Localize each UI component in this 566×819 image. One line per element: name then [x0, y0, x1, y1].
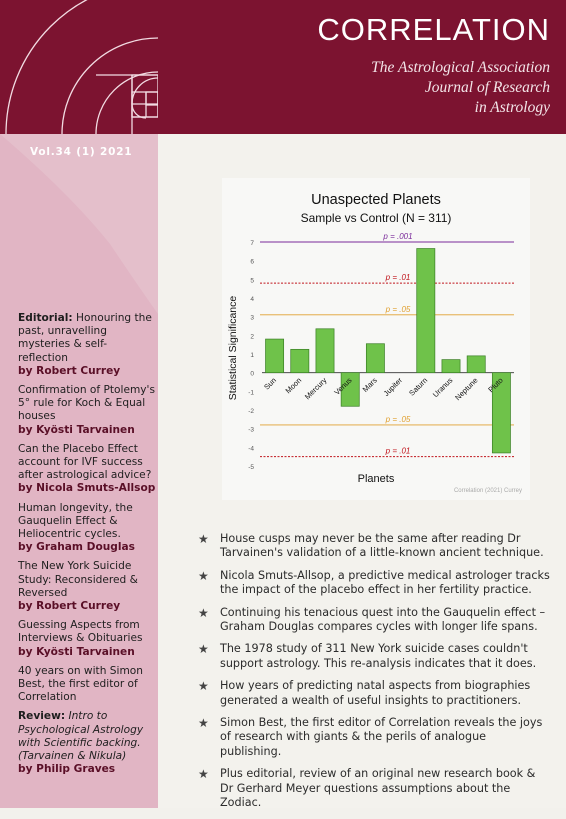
y-tick-label: 3: [250, 314, 254, 322]
x-tick-label: Neptune: [453, 375, 480, 403]
toc-title: Confirmation of Ptolemy's 5° rule for Koch & Equal houses: [18, 384, 155, 423]
toc-title: [18, 710, 156, 763]
y-tick-label: 4: [250, 296, 254, 303]
star-icon: ★: [198, 605, 209, 620]
toc-author: by Robert Currey: [18, 364, 121, 377]
threshold-label: p = .01: [385, 446, 411, 456]
bar: [316, 329, 334, 373]
bullet-item: [198, 716, 550, 759]
chart-x-label: Planets: [357, 473, 395, 485]
toc-item[interactable]: [18, 312, 156, 378]
toc-title: Guessing Aspects from Interviews & Obituaries: [18, 619, 143, 645]
bullet-text: How years of predicting natal aspects from biographies generated a wealth of useful insights to practitioners.: [220, 679, 531, 707]
toc-author: by Nicola Smuts-Allsop: [18, 482, 156, 495]
star-icon: ★: [198, 716, 209, 731]
sidebar-curve: [0, 134, 158, 314]
bullet-text: Continuing his tenacious quest into the Gauquelin effect – Graham Douglas compares cycles with longer life spans.: [220, 605, 546, 634]
bar: [467, 356, 485, 373]
y-tick-label: -4: [248, 445, 254, 453]
bullet-text: House cusps may never be the same after reading Dr Tarvainen's validation of a little-known ancient technique.: [220, 532, 544, 560]
toc-title-prefix: Review:: [18, 710, 66, 723]
toc-title-text: Honouring the past, unravelling mysteries & self-reflection: [18, 312, 152, 364]
bullet-text: Simon Best, the first editor of Correlation reveals the joys of research with giants & the perils of analogue publishing.: [220, 716, 543, 758]
y-tick-label: 2: [250, 333, 254, 341]
threshold-label: p = .01: [385, 273, 411, 283]
y-tick-label: 5: [250, 277, 254, 285]
toc-item[interactable]: [18, 619, 156, 659]
toc-author: by Kyösti Tarvainen: [18, 645, 135, 658]
toc-title: Can the Placebo Effect account for IVF success after astrological advice?: [18, 442, 152, 482]
x-tick-label: Sun: [262, 375, 279, 392]
toc-item[interactable]: [18, 560, 156, 613]
threshold-label: p = .05: [385, 304, 411, 314]
x-tick-label: Pluto: [486, 375, 505, 395]
bullet-text: The 1978 study of 311 New York suicide cases couldn't support astrology. This re-analysis indicates that it does.: [220, 642, 537, 670]
star-icon: ★: [198, 532, 209, 546]
bar: [442, 360, 460, 373]
star-icon: ★: [198, 767, 209, 782]
bullet-item: [198, 642, 550, 671]
bar: [366, 344, 384, 373]
y-tick-label: 0: [250, 370, 254, 378]
chart-credit: Correlation (2021) Currey: [453, 488, 522, 494]
bullet-text: Plus editorial, review of an original new research book & Dr Gerhard Meyer questions assumptions about the Zodiac.: [220, 767, 536, 810]
y-tick-label: 7: [250, 240, 254, 247]
toc-author: by Kyösti Tarvainen: [18, 423, 135, 436]
toc-item[interactable]: [18, 384, 156, 437]
toc-title: The New York Suicide Study: Reconsidered & Reversed: [18, 560, 138, 599]
x-tick-label: Mars: [360, 375, 379, 394]
star-icon: ★: [198, 642, 209, 657]
x-tick-label: Venus: [332, 375, 354, 397]
subtitle-line: The Astrological Association: [371, 59, 550, 76]
journal-subtitle: [290, 58, 550, 118]
toc-item[interactable]: [18, 443, 156, 496]
bar: [266, 339, 284, 373]
bullet-item: [198, 679, 550, 708]
journal-title: CORRELATION: [317, 12, 550, 47]
chart-plot-area: [248, 232, 514, 471]
toc-item[interactable]: [18, 710, 156, 776]
chart-subtitle: Sample vs Control (N = 311): [300, 211, 452, 225]
y-tick-label: 6: [250, 258, 254, 266]
bar-chart: [222, 178, 530, 500]
bullet-item: [198, 532, 550, 561]
golden-spiral-logo: [0, 0, 158, 134]
toc-title: Human longevity, the Gauquelin Effect & Heliocentric cycles.: [18, 501, 133, 541]
volume-label: Vol.34 (1) 2021: [30, 146, 133, 158]
x-tick-label: Saturn: [407, 375, 430, 398]
y-tick-label: -1: [248, 389, 254, 397]
threshold-label: p = .05: [385, 414, 411, 424]
y-tick-label: -3: [248, 426, 254, 434]
x-tick-label: Moon: [283, 375, 304, 396]
x-tick-label: Uranus: [430, 375, 455, 400]
chart-panel: [222, 178, 530, 500]
toc-title: [18, 312, 156, 365]
toc-title-prefix: Editorial:: [18, 312, 73, 324]
bullet-item: [198, 606, 550, 635]
x-tick-label: Mercury: [302, 375, 329, 402]
bullet-item: [198, 569, 550, 598]
toc-author: by Graham Douglas: [18, 541, 135, 554]
x-tick-label: Jupiter: [381, 375, 405, 399]
y-tick-label: -2: [248, 408, 254, 415]
subtitle-line: Journal of Research: [424, 79, 550, 96]
bar: [291, 349, 309, 372]
bullet-item: [198, 767, 550, 810]
feature-bullets: [198, 532, 550, 819]
star-icon: ★: [198, 568, 209, 583]
toc-author: by Philip Graves: [18, 763, 116, 776]
toc-title: 40 years on with Simon Best, the first editor of Correlation: [18, 664, 143, 704]
subtitle-line: in Astrology: [474, 99, 550, 116]
toc-item[interactable]: [18, 665, 156, 705]
star-icon: ★: [198, 679, 209, 694]
bar: [417, 249, 435, 373]
toc-item[interactable]: [18, 502, 156, 555]
y-tick-label: -5: [248, 464, 254, 471]
toc-title-text: Intro to Psychological Astrology with Scientific backing. (Tarvainen & Nikula): [18, 710, 144, 763]
table-of-contents: [18, 312, 156, 783]
bullet-text: Nicola Smuts-Allsop, a predictive medical astrologer tracks the impact of the placebo effect in her fertility practice.: [220, 568, 550, 597]
chart-title: Unaspected Planets: [311, 192, 441, 208]
threshold-label: p = .001: [383, 232, 413, 241]
y-tick-label: 1: [250, 352, 254, 359]
chart-y-label: Statistical Significance: [227, 295, 239, 401]
toc-author: by Robert Currey: [18, 600, 121, 613]
